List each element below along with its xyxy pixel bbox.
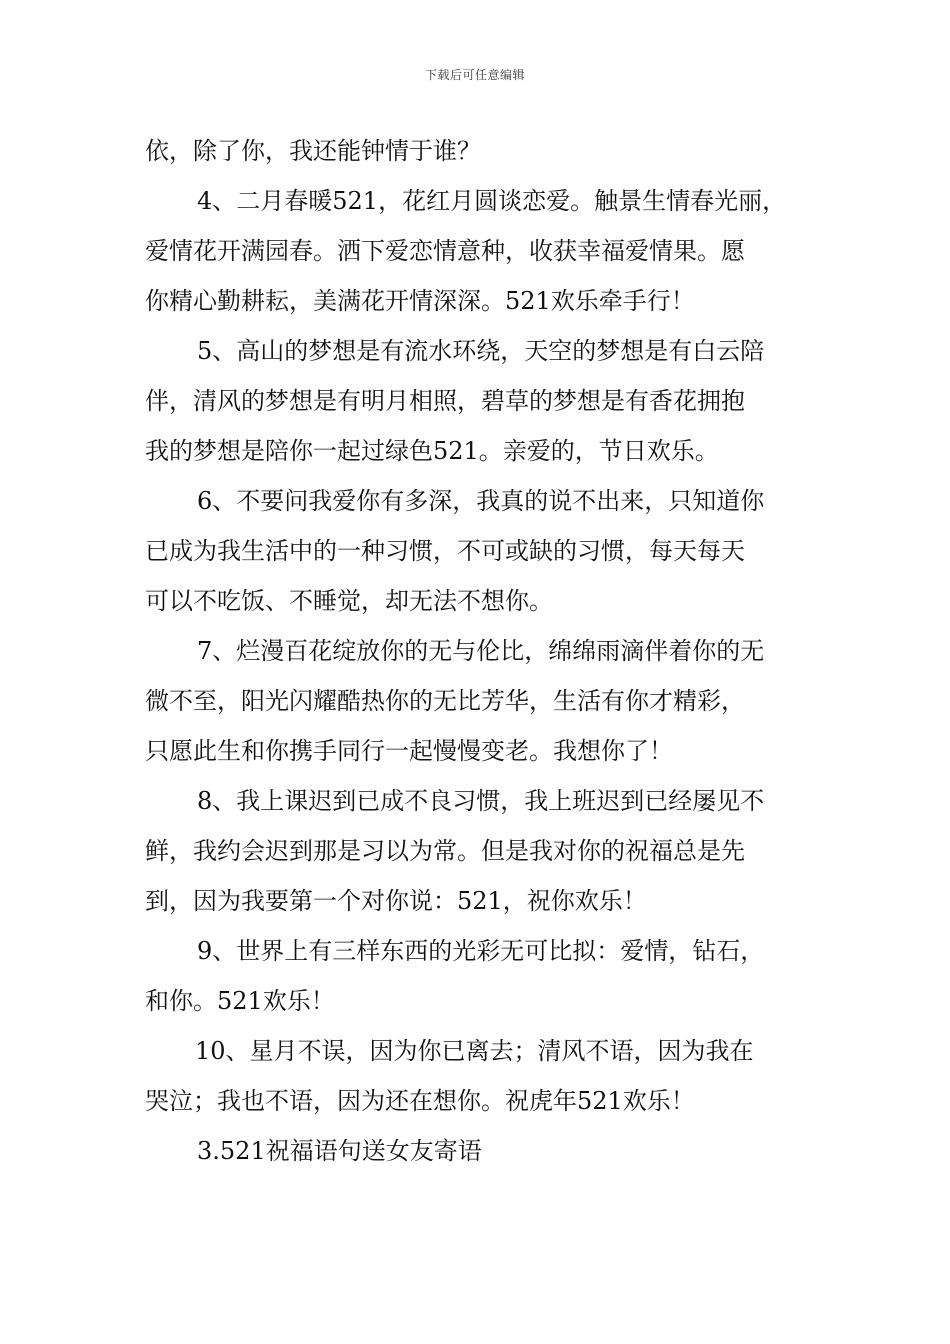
text-line: 爱情花开满园春。洒下爱恋情意种，收获幸福爱情果。愿 — [145, 237, 745, 265]
text-line: 微不至，阳光闪耀酷热你的无比芳华，生活有你才精彩， — [145, 687, 745, 715]
text-line: 可以不吃饭、不睡觉，却无法不想你。 — [145, 587, 553, 615]
paragraph-10-start: 10、星月不误，因为你已离去；清风不语，因为我在 — [195, 1037, 754, 1065]
text-line: 伴，清风的梦想是有明月相照，碧草的梦想是有香花拥抱 — [145, 387, 745, 415]
text-line: 你精心勤耕耘，美满花开情深深。521欢乐牵手行！ — [145, 287, 695, 315]
paragraph-4-start: 4、二月春暖521，花红月圆谈恋爱。触景生情春光丽， — [197, 187, 787, 215]
text-line: 只愿此生和你携手同行一起慢慢变老。我想你了！ — [145, 737, 673, 765]
section-heading: 3.521祝福语句送女友寄语 — [197, 1137, 482, 1165]
text-line: 到，因为我要第一个对你说：521，祝你欢乐！ — [145, 887, 647, 915]
paragraph-6-start: 6、不要问我爱你有多深，我真的说不出来，只知道你 — [197, 487, 765, 515]
paragraph-9-start: 9、世界上有三样东西的光彩无可比拟：爱情，钻石， — [197, 937, 765, 965]
text-line: 和你。521欢乐！ — [145, 987, 335, 1015]
text-line: 鲜，我约会迟到那是习以为常。但是我对你的祝福总是先 — [145, 837, 745, 865]
text-line: 已成为我生活中的一种习惯，不可或缺的习惯，每天每天 — [145, 537, 745, 565]
text-line: 我的梦想是陪你一起过绿色521。亲爱的，节日欢乐。 — [145, 437, 719, 465]
paragraph-8-start: 8、我上课迟到已成不良习惯，我上班迟到已经屡见不 — [197, 787, 765, 815]
paragraph-7-start: 7、烂漫百花绽放你的无与伦比，绵绵雨滴伴着你的无 — [197, 637, 765, 665]
paragraph-5-start: 5、高山的梦想是有流水环绕，天空的梦想是有白云陪 — [197, 337, 765, 365]
text-line: 依，除了你，我还能钟情于谁？ — [145, 137, 481, 165]
text-line: 哭泣；我也不语，因为还在想你。祝虎年521欢乐！ — [145, 1087, 695, 1115]
page-header: 下载后可任意编辑 — [424, 68, 525, 82]
document-body — [145, 126, 825, 1176]
